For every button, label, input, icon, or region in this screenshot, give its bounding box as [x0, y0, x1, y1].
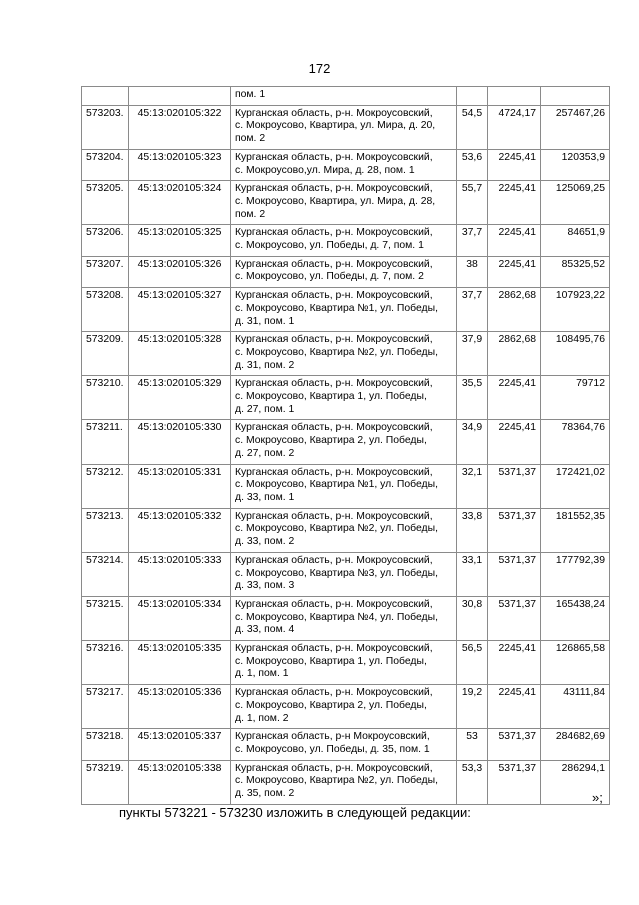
cadastral-number-cell: 45:13:020105:332: [129, 508, 231, 552]
address-cell: [231, 552, 457, 596]
cadastral-number-cell: 45:13:020105:328: [129, 332, 231, 376]
cost-cell: 286294,1: [541, 760, 610, 804]
address-line: Курганская область, р-н. Мокроусовский,: [235, 687, 433, 699]
cost-cell: 284682,69: [541, 729, 610, 760]
address-line: д. 1, пом. 1: [235, 668, 289, 680]
cadastral-number-cell: 45:13:020105:336: [129, 685, 231, 729]
row-number-cell: 573216.: [82, 641, 129, 685]
address-line: Курганская область, р-н. Мокроусовский,: [235, 510, 433, 522]
address-cell: [231, 332, 457, 376]
address-cell: [231, 464, 457, 508]
row-number-cell: 573207.: [82, 256, 129, 287]
address-cell: [231, 729, 457, 760]
row-number-cell: 573205.: [82, 181, 129, 225]
cost-cell: 43111,84: [541, 685, 610, 729]
area-cell: 55,7: [457, 181, 488, 225]
address-line: с. Мокроусово, Квартира №4, ул. Победы,: [235, 611, 438, 623]
cost-cell: 257467,26: [541, 105, 610, 149]
cadastral-number-cell: 45:13:020105:324: [129, 181, 231, 225]
address-line: с. Мокроусово, ул. Победы, д. 35, пом. 1: [235, 743, 430, 755]
address-line: с. Мокроусово, Квартира №2, ул. Победы,: [235, 523, 438, 535]
address-cell: [231, 685, 457, 729]
address-line: д. 27, пом. 2: [235, 447, 295, 459]
address-cell: [231, 376, 457, 420]
row-number-cell: 573206.: [82, 225, 129, 256]
address-line: Курганская область, р-н. Мокроусовский,: [235, 554, 433, 566]
row-number-cell: 573211.: [82, 420, 129, 464]
cadastral-number-cell: 45:13:020105:323: [129, 149, 231, 180]
closing-quote: »;: [592, 790, 603, 805]
address-line: пом. 2: [235, 208, 266, 220]
cost-cell: 177792,39: [541, 552, 610, 596]
table-row-continuation: [82, 87, 610, 106]
registry-table: [81, 86, 610, 805]
address-cell: [231, 181, 457, 225]
row-number-cell: 573212.: [82, 464, 129, 508]
row-number-cell: 573218.: [82, 729, 129, 760]
address-line: Курганская область, р-н. Мокроусовский,: [235, 762, 433, 774]
rate-cell: 5371,37: [488, 596, 541, 640]
address-cell: [231, 256, 457, 287]
cost-cell: 79712: [541, 376, 610, 420]
address-line: Курганская область, р-н. Мокроусовский,: [235, 290, 433, 302]
address-cell: [231, 760, 457, 804]
cost-cell: 107923,22: [541, 288, 610, 332]
cadastral-number-cell: 45:13:020105:330: [129, 420, 231, 464]
address-cell: [231, 596, 457, 640]
address-line: с. Мокроусово, Квартира №3, ул. Победы,: [235, 567, 438, 579]
row-number-cell: [82, 87, 129, 106]
page-number: 172: [308, 61, 331, 76]
table-row: [82, 729, 610, 760]
cadastral-number-cell: 45:13:020105:338: [129, 760, 231, 804]
address-line: с. Мокроусово, Квартира 1, ул. Победы,: [235, 655, 427, 667]
rate-cell: 2245,41: [488, 149, 541, 180]
cadastral-number-cell: 45:13:020105:326: [129, 256, 231, 287]
area-cell: 53: [457, 729, 488, 760]
address-cell: [231, 641, 457, 685]
rate-cell: 5371,37: [488, 552, 541, 596]
address-line: д. 31, пом. 1: [235, 315, 295, 327]
address-cell: [231, 105, 457, 149]
cost-cell: 165438,24: [541, 596, 610, 640]
rate-cell: 5371,37: [488, 508, 541, 552]
cost-cell: [541, 87, 610, 106]
address-cell: пом. 1: [231, 87, 457, 106]
area-cell: 33,1: [457, 552, 488, 596]
area-cell: 30,8: [457, 596, 488, 640]
address-line: Курганская область, р-н. Мокроусовский,: [235, 183, 433, 195]
address-line: Курганская область, р-н. Мокроусовский,: [235, 643, 433, 655]
row-number-cell: 573214.: [82, 552, 129, 596]
address-cell: [231, 508, 457, 552]
rate-cell: 2245,41: [488, 420, 541, 464]
address-line: с. Мокроусово, Квартира 1, ул. Победы,: [235, 391, 427, 403]
table-row: [82, 508, 610, 552]
address-line: с. Мокроусово, ул. Победы, д. 7, пом. 1: [235, 240, 424, 252]
area-cell: 54,5: [457, 105, 488, 149]
cost-cell: 126865,58: [541, 641, 610, 685]
address-line: пом. 2: [235, 133, 266, 145]
address-line: с. Мокроусово, Квартира №1, ул. Победы,: [235, 479, 438, 491]
registry-table-body: [82, 87, 610, 805]
address-line: д. 33, пом. 2: [235, 536, 295, 548]
cadastral-number-cell: 45:13:020105:329: [129, 376, 231, 420]
row-number-cell: 573219.: [82, 760, 129, 804]
row-number-cell: 573208.: [82, 288, 129, 332]
rate-cell: 2862,68: [488, 332, 541, 376]
table-row: [82, 105, 610, 149]
cadastral-number-cell: 45:13:020105:331: [129, 464, 231, 508]
table-row: [82, 181, 610, 225]
row-number-cell: 573204.: [82, 149, 129, 180]
address-line: Курганская область, р-н. Мокроусовский,: [235, 334, 433, 346]
cadastral-number-cell: 45:13:020105:333: [129, 552, 231, 596]
area-cell: 56,5: [457, 641, 488, 685]
address-line: Курганская область, р-н. Мокроусовский,: [235, 466, 433, 478]
cost-cell: 172421,02: [541, 464, 610, 508]
address-line: Курганская область, р-н. Мокроусовский,: [235, 378, 433, 390]
table-row: [82, 332, 610, 376]
rate-cell: 2245,41: [488, 225, 541, 256]
rate-cell: 2245,41: [488, 376, 541, 420]
address-line: Курганская область, р-н. Мокроусовский,: [235, 151, 433, 163]
address-line: с. Мокроусово, ул. Победы, д. 7, пом. 2: [235, 271, 424, 283]
area-cell: 37,7: [457, 288, 488, 332]
table-row: [82, 225, 610, 256]
address-line: с. Мокроусово, Квартира 2, ул. Победы,: [235, 699, 427, 711]
area-cell: 35,5: [457, 376, 488, 420]
cost-cell: 78364,76: [541, 420, 610, 464]
rate-cell: 2245,41: [488, 256, 541, 287]
address-line: с. Мокроусово, Квартира, ул. Мира, д. 20,: [235, 120, 436, 132]
cadastral-number-cell: [129, 87, 231, 106]
area-cell: 32,1: [457, 464, 488, 508]
table-row: [82, 760, 610, 804]
address-line: д. 35, пом. 2: [235, 788, 295, 800]
address-line: Курганская область, р-н. Мокроусовский,: [235, 227, 433, 239]
row-number-cell: 573203.: [82, 105, 129, 149]
table-row: [82, 596, 610, 640]
table-row: [82, 376, 610, 420]
address-line: д. 33, пом. 1: [235, 491, 295, 503]
address-line: с. Мокроусово, Квартира №1, ул. Победы,: [235, 302, 438, 314]
address-line: Курганская область, р-н Мокроусовский,: [235, 731, 430, 743]
address-line: Курганская область, р-н. Мокроусовский,: [235, 598, 433, 610]
address-line: с. Мокроусово, Квартира №2, ул. Победы,: [235, 346, 438, 358]
area-cell: 34,9: [457, 420, 488, 464]
row-number-cell: 573209.: [82, 332, 129, 376]
rate-cell: 2245,41: [488, 641, 541, 685]
address-cell: [231, 288, 457, 332]
table-row: [82, 256, 610, 287]
amendment-text: пункты 573221 - 573230 изложить в следующей редакции:: [119, 805, 471, 820]
cadastral-number-cell: 45:13:020105:335: [129, 641, 231, 685]
cadastral-number-cell: 45:13:020105:334: [129, 596, 231, 640]
cost-cell: 85325,52: [541, 256, 610, 287]
cadastral-number-cell: 45:13:020105:337: [129, 729, 231, 760]
address-line: д. 1, пом. 2: [235, 712, 289, 724]
area-cell: 38: [457, 256, 488, 287]
table-row: [82, 288, 610, 332]
address-cell: [231, 149, 457, 180]
cost-cell: 120353,9: [541, 149, 610, 180]
address-cell: [231, 225, 457, 256]
address-line: с. Мокроусово,ул. Мира, д. 28, пом. 1: [235, 164, 415, 176]
rate-cell: 5371,37: [488, 729, 541, 760]
area-cell: 53,6: [457, 149, 488, 180]
rate-cell: 4724,17: [488, 105, 541, 149]
table-row: [82, 464, 610, 508]
address-line: д. 33, пом. 4: [235, 624, 295, 636]
address-line: Курганская область, р-н. Мокроусовский,: [235, 107, 433, 119]
area-cell: 37,9: [457, 332, 488, 376]
address-line: д. 31, пом. 2: [235, 359, 295, 371]
area-cell: 37,7: [457, 225, 488, 256]
address-cell: [231, 420, 457, 464]
rate-cell: 2245,41: [488, 181, 541, 225]
table-row: [82, 552, 610, 596]
cost-cell: 108495,76: [541, 332, 610, 376]
cadastral-number-cell: 45:13:020105:327: [129, 288, 231, 332]
table-row: [82, 420, 610, 464]
table-row: [82, 641, 610, 685]
cadastral-number-cell: 45:13:020105:322: [129, 105, 231, 149]
address-line: д. 27, пом. 1: [235, 403, 295, 415]
address-line: Курганская область, р-н. Мокроусовский,: [235, 422, 433, 434]
table-row: [82, 149, 610, 180]
row-number-cell: 573215.: [82, 596, 129, 640]
rate-cell: 5371,37: [488, 760, 541, 804]
rate-cell: 2862,68: [488, 288, 541, 332]
address-line: Курганская область, р-н. Мокроусовский,: [235, 258, 433, 270]
rate-cell: [488, 87, 541, 106]
area-cell: 53,3: [457, 760, 488, 804]
row-number-cell: 573217.: [82, 685, 129, 729]
address-line: д. 33, пом. 3: [235, 580, 295, 592]
row-number-cell: 573210.: [82, 376, 129, 420]
area-cell: [457, 87, 488, 106]
cadastral-number-cell: 45:13:020105:325: [129, 225, 231, 256]
rate-cell: 5371,37: [488, 464, 541, 508]
cost-cell: 181552,35: [541, 508, 610, 552]
address-line: с. Мокроусово, Квартира 2, ул. Победы,: [235, 435, 427, 447]
cost-cell: 125069,25: [541, 181, 610, 225]
area-cell: 19,2: [457, 685, 488, 729]
cost-cell: 84651,9: [541, 225, 610, 256]
address-line: с. Мокроусово, Квартира, ул. Мира, д. 28,: [235, 195, 436, 207]
rate-cell: 2245,41: [488, 685, 541, 729]
address-line: с. Мокроусово, Квартира №2, ул. Победы,: [235, 775, 438, 787]
table-row: [82, 685, 610, 729]
area-cell: 33,8: [457, 508, 488, 552]
row-number-cell: 573213.: [82, 508, 129, 552]
